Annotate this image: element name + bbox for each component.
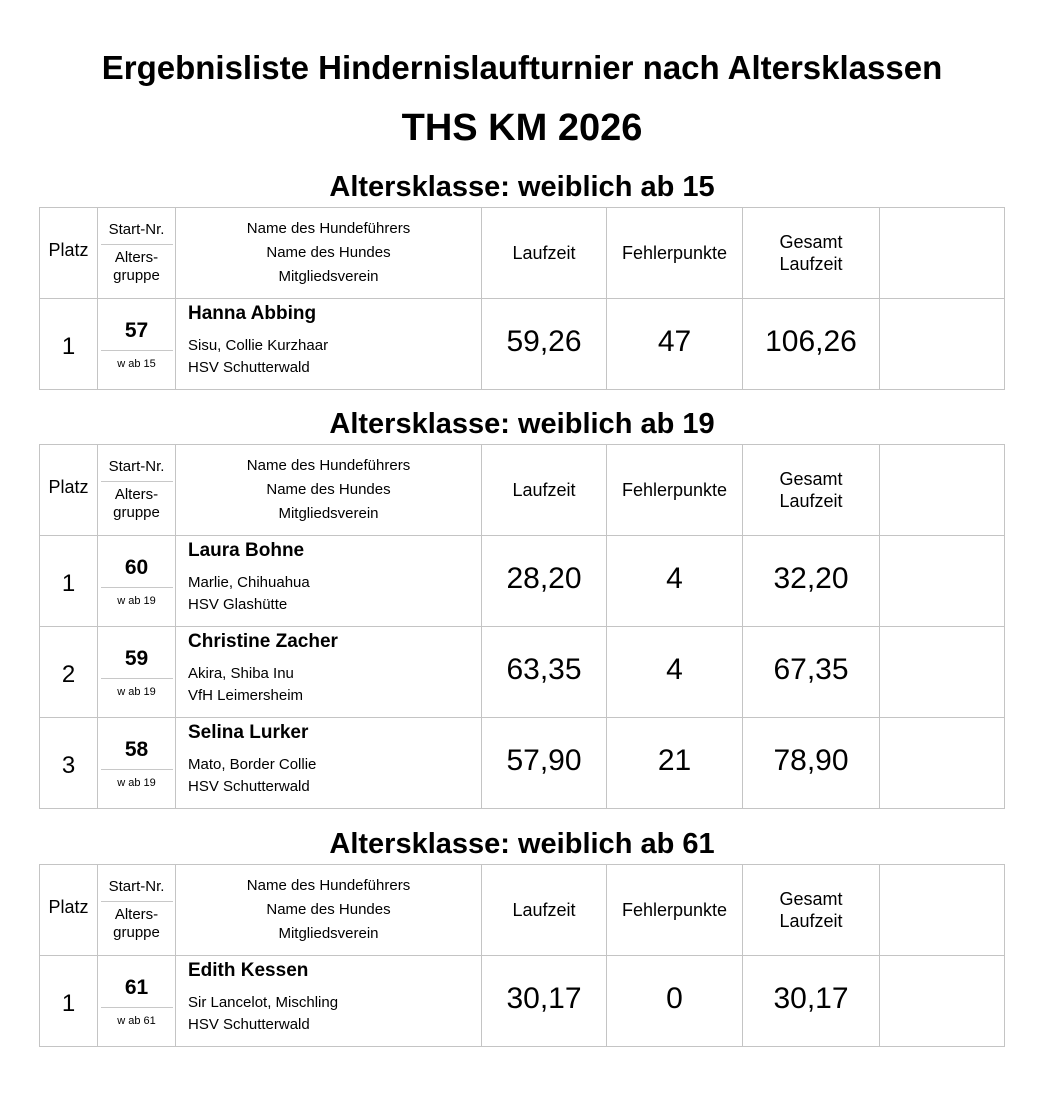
start-number: 57 — [124, 318, 149, 342]
gesamt-cell: 30,17 — [743, 956, 880, 1047]
table-row — [40, 536, 1005, 627]
header-platz: Platz — [40, 865, 98, 956]
header-start-nr — [98, 445, 176, 536]
header-start-nr-label: Start-Nr. — [108, 878, 165, 895]
dog-name: Akira, Shiba Inu — [188, 665, 294, 682]
header-name — [176, 208, 482, 299]
header-start-nr-label: Start-Nr. — [108, 458, 165, 475]
fehlerpunkte-cell: 4 — [607, 536, 743, 627]
header-start-nr-label: Start-Nr. — [108, 221, 165, 238]
header-empty-cell — [880, 445, 1005, 536]
platz-cell: 1 — [40, 536, 98, 627]
participant-cell — [176, 956, 482, 1047]
header-altersgruppe-label: Alters- gruppe — [113, 486, 160, 521]
header-platz: Platz — [40, 208, 98, 299]
club-name: HSV Glashütte — [188, 596, 288, 613]
handler-name: Selina Lurker — [188, 722, 309, 743]
participant-cell — [176, 299, 482, 390]
laufzeit-cell: 30,17 — [482, 956, 607, 1047]
dog-name: Mato, Border Collie — [188, 756, 317, 773]
section-title: Altersklasse: weiblich ab 19 — [329, 408, 715, 440]
header-empty-cell — [880, 865, 1005, 956]
divider — [101, 587, 173, 588]
laufzeit-cell: 63,35 — [482, 627, 607, 718]
start-nr-cell — [98, 718, 176, 809]
dog-name: Marlie, Chihuahua — [188, 574, 310, 591]
header-altersgruppe-label: Alters- gruppe — [113, 906, 160, 941]
platz-cell: 1 — [40, 956, 98, 1047]
divider — [101, 678, 173, 679]
age-group: w ab 19 — [117, 776, 156, 789]
handler-name: Laura Bohne — [188, 540, 305, 561]
header-fehlerpunkte: Fehlerpunkte — [607, 208, 743, 299]
fehlerpunkte-cell: 0 — [607, 956, 743, 1047]
handler-name: Edith Kessen — [188, 960, 309, 981]
empty-cell — [880, 536, 1005, 627]
results-table — [39, 444, 1005, 809]
platz-cell: 3 — [40, 718, 98, 809]
header-name — [176, 445, 482, 536]
dog-name: Sisu, Collie Kurzhaar — [188, 337, 329, 354]
table-row — [40, 627, 1005, 718]
participant-cell — [176, 718, 482, 809]
fehlerpunkte-cell: 4 — [607, 627, 743, 718]
header-fehlerpunkte: Fehlerpunkte — [607, 445, 743, 536]
header-name-handler: Name des Hundeführers — [246, 220, 411, 237]
laufzeit-cell: 59,26 — [482, 299, 607, 390]
header-name-dog: Name des Hundes — [266, 481, 391, 498]
club-name: HSV Schutterwald — [188, 778, 310, 795]
start-nr-cell — [98, 299, 176, 390]
results-table — [39, 207, 1005, 390]
table-row — [40, 956, 1005, 1047]
club-name: VfH Leimersheim — [188, 687, 304, 704]
divider — [101, 1007, 173, 1008]
header-name-club: Mitgliedsverein — [278, 505, 379, 522]
header-laufzeit: Laufzeit — [482, 208, 607, 299]
dog-name: Sir Lancelot, Mischling — [188, 994, 339, 1011]
age-group: w ab 19 — [117, 594, 156, 607]
header-laufzeit: Laufzeit — [482, 445, 607, 536]
section-title: Altersklasse: weiblich ab 61 — [329, 828, 715, 860]
divider — [101, 769, 173, 770]
section-title: Altersklasse: weiblich ab 15 — [329, 171, 715, 203]
age-group: w ab 19 — [117, 685, 156, 698]
header-name-handler: Name des Hundeführers — [246, 877, 411, 894]
gesamt-cell: 106,26 — [743, 299, 880, 390]
laufzeit-cell: 57,90 — [482, 718, 607, 809]
header-altersgruppe-label: Alters- gruppe — [113, 249, 160, 284]
fehlerpunkte-cell: 21 — [607, 718, 743, 809]
platz-cell: 1 — [40, 299, 98, 390]
empty-cell — [880, 956, 1005, 1047]
club-name: HSV Schutterwald — [188, 1016, 310, 1033]
gesamt-cell: 67,35 — [743, 627, 880, 718]
header-name-club: Mitgliedsverein — [278, 268, 379, 285]
table-header-row — [40, 208, 1005, 299]
start-nr-cell — [98, 956, 176, 1047]
handler-name: Hanna Abbing — [188, 303, 317, 324]
start-number: 61 — [124, 975, 149, 999]
start-nr-cell — [98, 536, 176, 627]
participant-cell — [176, 536, 482, 627]
table-row — [40, 718, 1005, 809]
empty-cell — [880, 299, 1005, 390]
header-start-nr — [98, 865, 176, 956]
laufzeit-cell: 28,20 — [482, 536, 607, 627]
empty-cell — [880, 718, 1005, 809]
header-platz: Platz — [40, 445, 98, 536]
handler-name: Christine Zacher — [188, 631, 338, 652]
table-row — [40, 299, 1005, 390]
document-subtitle: THS KM 2026 — [401, 107, 643, 149]
fehlerpunkte-cell: 47 — [607, 299, 743, 390]
document-title: Ergebnisliste Hindernislaufturnier nach Altersklassen — [101, 49, 943, 86]
header-gesamt-laufzeit: Gesamt Laufzeit — [743, 445, 880, 536]
gesamt-cell: 32,20 — [743, 536, 880, 627]
start-nr-cell — [98, 627, 176, 718]
start-number: 59 — [124, 646, 149, 670]
header-start-nr — [98, 208, 176, 299]
header-fehlerpunkte: Fehlerpunkte — [607, 865, 743, 956]
header-empty-cell — [880, 208, 1005, 299]
start-number: 60 — [124, 555, 149, 579]
platz-cell: 2 — [40, 627, 98, 718]
club-name: HSV Schutterwald — [188, 359, 310, 376]
header-name — [176, 865, 482, 956]
header-name-dog: Name des Hundes — [266, 901, 391, 918]
age-group: w ab 15 — [117, 357, 156, 370]
results-table — [39, 864, 1005, 1047]
divider — [101, 350, 173, 351]
gesamt-cell: 78,90 — [743, 718, 880, 809]
table-header-row — [40, 865, 1005, 956]
age-group: w ab 61 — [117, 1014, 156, 1027]
table-header-row — [40, 445, 1005, 536]
start-number: 58 — [124, 737, 149, 761]
header-name-handler: Name des Hundeführers — [246, 457, 411, 474]
header-gesamt-laufzeit: Gesamt Laufzeit — [743, 865, 880, 956]
header-name-club: Mitgliedsverein — [278, 925, 379, 942]
participant-cell — [176, 627, 482, 718]
header-laufzeit: Laufzeit — [482, 865, 607, 956]
header-name-dog: Name des Hundes — [266, 244, 391, 261]
header-gesamt-laufzeit: Gesamt Laufzeit — [743, 208, 880, 299]
empty-cell — [880, 627, 1005, 718]
